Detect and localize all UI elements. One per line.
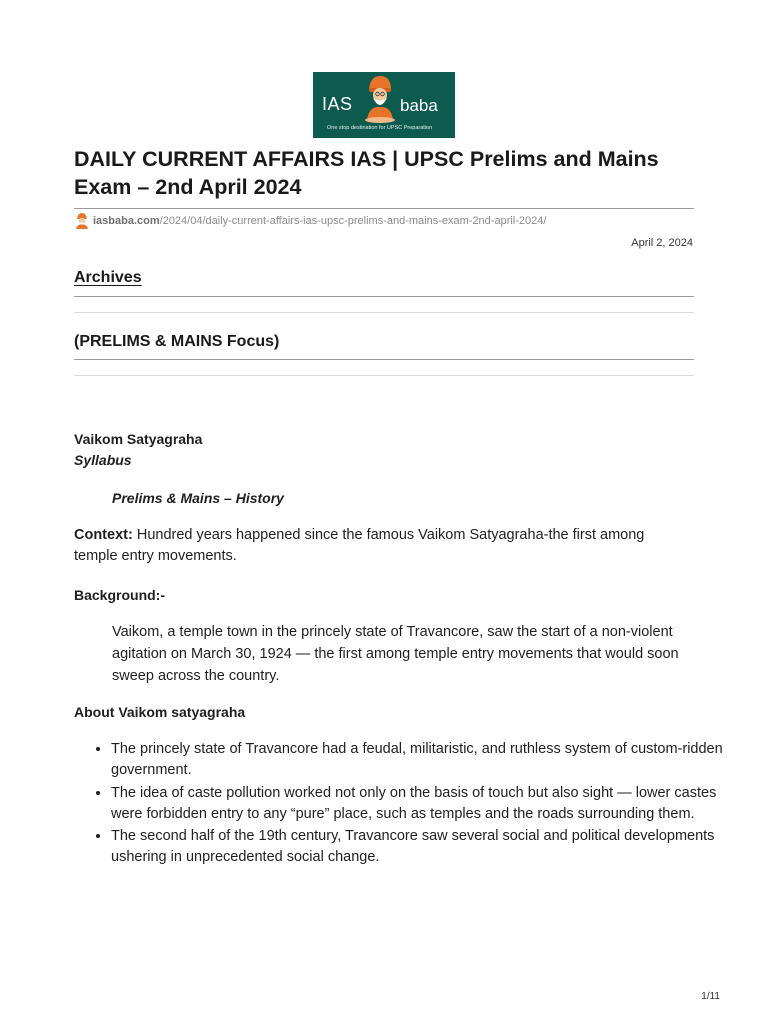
iasbaba-logo <box>313 72 455 138</box>
about-bullet-list <box>74 739 741 870</box>
section-separator <box>74 312 694 313</box>
logo-ias-text: IAS <box>322 94 353 114</box>
list-item: • The second half of the 19th century, Travancore saw several social and political developments ushering in unprecedented social change. <box>111 826 741 868</box>
topic-heading: Vaikom Satyagraha <box>74 431 203 447</box>
syllabus-item: Prelims & Mains – History <box>112 490 284 506</box>
about-heading: About Vaikom satyagraha <box>74 704 246 720</box>
publish-date: April 2, 2024 <box>631 237 693 249</box>
focus-divider <box>74 359 694 360</box>
logo-baba-text: baba <box>400 96 438 115</box>
source-domain[interactable]: iasbaba.com <box>93 215 160 227</box>
source-path[interactable]: /2024/04/daily-current-affairs-ias-upsc-prelims-and-mains-exam-2nd-april-2024/ <box>159 215 547 227</box>
section-separator <box>74 375 694 376</box>
context-label: Context: <box>74 527 133 543</box>
source-url-line[interactable] <box>74 211 546 231</box>
list-item: • The princely state of Travancore had a feudal, militaristic, and ruthless system of custom-ridden government. <box>111 739 741 781</box>
background-heading: Background:- <box>74 587 165 603</box>
page-title: DAILY CURRENT AFFAIRS IAS | UPSC Prelims and Mains Exam – 2nd April 2024 <box>74 147 659 199</box>
archives-link[interactable]: Archives <box>74 269 142 286</box>
context-paragraph <box>74 525 684 567</box>
focus-heading: (PRELIMS & MAINS Focus) <box>74 333 280 350</box>
sage-mascot-icon <box>361 74 399 124</box>
syllabus-label: Syllabus <box>74 452 132 468</box>
title-divider <box>74 208 694 209</box>
archives-divider <box>74 296 694 297</box>
context-text: Hundred years happened since the famous Vaikom Satyagraha-the first among temple entry movements. <box>74 527 645 564</box>
logo-tagline: One stop destination for UPSC Preparation <box>327 125 433 131</box>
site-favicon-icon <box>74 212 90 230</box>
background-paragraph: Vaikom, a temple town in the princely state of Travancore, saw the start of a non-violent agitation on March 30, 1924 — the first among temple entry movements that would soon sweep across the country. <box>112 624 679 684</box>
list-item: • The idea of caste pollution worked not only on the basis of touch but also sight — lower castes were forbidden entry to any “pure” place, such as temples and the roads surrounding them. <box>111 783 741 825</box>
page-indicator: 1/11 <box>701 991 720 1002</box>
